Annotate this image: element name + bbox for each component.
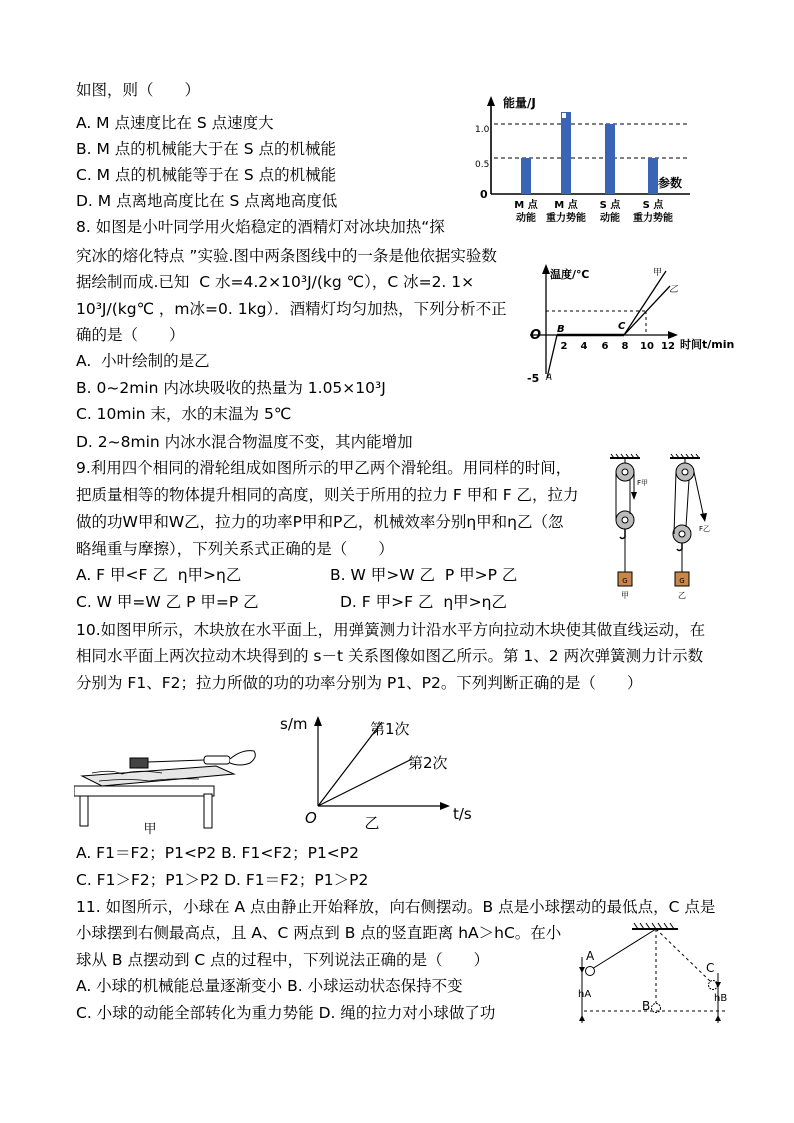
pendulum-figure [570, 915, 732, 1030]
q10-line-2: 相同水平面上两次拉动木块得到的 s－t 关系图像如图乙所示。第 1、2 两次弹簧测力计示数 [76, 647, 704, 665]
tick-1: 1.0 [475, 125, 490, 135]
q7-option-b: B. M 点的机械能大于在 S 点的机械能 [76, 140, 336, 158]
temp-x-tick-6: 6 [601, 341, 609, 352]
cat-3-line2: 动能 [600, 213, 620, 224]
chart-y-arrow [487, 96, 495, 106]
rope-yi-1 [674, 472, 676, 534]
point-a: A [546, 373, 553, 383]
table-edge [74, 786, 214, 796]
temp-x-tick-2: 2 [560, 341, 568, 352]
label-first: 第1次 [370, 720, 410, 738]
q9-option-a: A. F 甲<F 乙 η甲>η乙 [76, 566, 242, 584]
q8-line-4: 10³J/(kg℃ ，m冰=0. 1kg）．酒精灯均匀加热，下列分析不正 [76, 300, 507, 318]
q10-line-1: 10.如图甲所示，木块放在水平面上，用弹簧测力计沿水平方向拉动木块使其做直线运动，在 [76, 621, 706, 639]
st-xlabel: t/s [453, 805, 472, 823]
wood-block [130, 758, 148, 768]
hb-arrow-bottom [715, 1015, 721, 1021]
st-y-arrow [314, 716, 322, 726]
force-arrow-yi [700, 513, 707, 522]
q8-option-b: B. 0~2min 内冰块吸收的热量为 1.05×10³J [76, 379, 386, 397]
cat-4-line2: 重力势能 [633, 213, 673, 224]
q9-line-1: 9.利用四个相同的滑轮组成如图所示的甲乙两个滑轮组。用同样的时间， [76, 459, 572, 477]
temp-x-tick-12: 12 [661, 341, 675, 352]
q11-line-4: A. 小球的机械能总量逐渐变小 B. 小球运动状态保持不变 [76, 977, 463, 995]
q9-line-2: 把质量相等的物体提升相同的高度，则关于所用的拉力 F 甲和 F 乙，拉力 [76, 486, 579, 504]
spring-scale [204, 756, 230, 764]
temp-ylabel: 温度/℃ [550, 268, 590, 281]
q9-option-d: D. F 甲>F 乙 η甲>η乙 [340, 593, 507, 611]
temp-x-tick-10: 10 [640, 341, 654, 352]
label-second: 第2次 [408, 754, 448, 772]
q11-line-2: 小球摆到右侧最高点，且 A、C 两点到 B 点的竖直距离 hA＞hC。在小 [76, 924, 562, 942]
caption-jia-10: 甲 [143, 822, 157, 836]
q8-option-a: A. 小叶绘制的是乙 [76, 352, 210, 370]
pendulum-string-c [656, 929, 710, 981]
rope-yi-3 [694, 472, 704, 518]
st-x-arrow [440, 802, 450, 810]
point-b: B [557, 324, 565, 335]
st-ylabel: s/m [280, 715, 308, 733]
q8-line-3: 据绘制而成.已知 C 水=4.2×10³J/(kg ℃），C 冰=2. 1× [76, 273, 475, 291]
table-spring-figure [74, 746, 264, 836]
cat-4-line1: S 点 [642, 200, 664, 211]
label-c: C [706, 961, 715, 975]
axle-jia [622, 469, 628, 475]
q7-intro: 如图，则（ ） [76, 81, 201, 99]
q10-option-cd: C. F1＞F2；P1＞P2 D. F1＝F2；P1＞P2 [76, 871, 369, 889]
bar-m-potential-notch [562, 113, 566, 118]
label-jia: 甲 [653, 268, 663, 278]
axle-jia-2 [622, 517, 628, 523]
caption-yi: 乙 [678, 591, 686, 600]
st-origin: O [305, 809, 317, 827]
q8-option-c: C. 10min 末，水的末温为 5℃ [76, 405, 292, 423]
temperature-graph [520, 262, 740, 387]
pull-string [148, 760, 204, 762]
tick-0: 0 [480, 188, 488, 201]
q7-option-a: A. M 点速度比在 S 点速度大 [76, 114, 274, 132]
table-leg-right [204, 794, 212, 828]
force-arrow-jia [631, 492, 637, 500]
point-c: C [618, 321, 626, 332]
bar-s-kinetic [605, 124, 615, 194]
q10-line-3: 分别为 F1、F2；拉力所做的功的功率分别为 P1、P2。下列判断正确的是（ ） [76, 674, 643, 692]
q9-line-3: 做的功W甲和W乙，拉力的功率P甲和P乙，机械效率分别η甲和η乙（忽 [76, 513, 564, 531]
cat-3-line1: S 点 [599, 200, 621, 211]
hand [230, 751, 255, 765]
curve-jia [624, 271, 666, 335]
q7-option-d: D. M 点离地高度比在 S 点离地高度低 [76, 192, 338, 210]
q9-option-b: B. W 甲>W 乙 P 甲>P 乙 [330, 566, 518, 584]
label-yi: 乙 [669, 285, 679, 295]
label-f-yi: F乙 [699, 525, 711, 533]
rope-yi-2 [686, 480, 689, 527]
energy-bar-chart [470, 92, 700, 227]
hook-yi [677, 543, 682, 551]
temp-y-neg5: -5 [527, 372, 540, 385]
q11-line-5: C. 小球的动能全部转化为重力势能 D. 绳的拉力对小球做了功 [76, 1004, 496, 1022]
temp-x-tick-8: 8 [621, 341, 629, 352]
weight-label-yi: G [679, 577, 685, 585]
q8-option-d: D. 2~8min 内冰水混合物温度不变，其内能增加 [76, 433, 413, 451]
label-f-jia: F甲 [637, 479, 649, 487]
label-a: A [586, 949, 595, 963]
q10-option-ab: A. F1＝F2；P1<P2 B. F1<F2；P1<P2 [76, 844, 360, 862]
label-hb: hB [714, 993, 728, 1004]
q7-option-c: C. M 点的机械能等于在 S 点的机械能 [76, 166, 337, 184]
q9-option-c: C. W 甲=W 乙 P 甲=P 乙 [76, 593, 259, 611]
q9-line-4: 略绳重与摩擦），下列关系式正确的是（ ） [76, 540, 394, 558]
pendulum-string-a [592, 929, 656, 969]
temp-rise-line [547, 335, 557, 378]
bar-s-potential [648, 158, 658, 194]
table-leg-left [80, 796, 88, 826]
bar-m-potential [561, 112, 571, 194]
q8-line-2: 究冰的熔化特点 ”实验.图中两条图线中的一条是他依据实验数 [76, 247, 497, 265]
chart-ylabel: 能量/J [503, 96, 536, 110]
q11-line-3: 球从 B 点摆动到 C 点的过程中，下列说法正确的是（ ） [76, 951, 490, 969]
caption-jia: 甲 [621, 591, 629, 600]
ha-arrow-bottom [579, 1015, 585, 1021]
temp-x-arrow [668, 331, 678, 339]
label-b: B [642, 999, 651, 1013]
q8-line-1: 8. 如图是小叶同学用火焰稳定的酒精灯对冰块加热“探 [76, 218, 445, 236]
pulley-figure [596, 452, 714, 602]
temp-xlabel: 时间t/min [680, 338, 735, 351]
hook-jia [620, 529, 625, 539]
q11-line-1: 11. 如图所示，小球在 A 点由静止开始释放，向右侧摆动。B 点是小球摆动的最低点，C 点是 [76, 898, 716, 916]
cat-2-line2: 重力势能 [546, 213, 586, 224]
temp-x-tick-4: 4 [580, 341, 588, 352]
label-ha: hA [578, 989, 592, 1000]
caption-yi-10: 乙 [364, 814, 380, 830]
cat-1-line1: M 点 [514, 200, 538, 211]
ha-arrow-top [579, 967, 585, 973]
weight-label-jia: G [622, 577, 628, 585]
ball-a [586, 967, 595, 976]
bar-m-kinetic [521, 158, 531, 194]
temp-y-arrow [542, 264, 550, 274]
table-top [82, 766, 234, 786]
tick-05: 0.5 [475, 160, 490, 170]
cat-2-line1: M 点 [554, 200, 578, 211]
st-graph [280, 712, 480, 830]
axle-yi-2 [679, 531, 685, 537]
chart-param-label: 参数 [658, 176, 683, 190]
temp-origin: O [530, 328, 542, 343]
cat-1-line2: 动能 [516, 213, 536, 224]
line-second [318, 759, 412, 806]
q8-line-5: 确的是（ ） [76, 326, 185, 344]
axle-yi [682, 469, 688, 475]
ball-c [709, 981, 718, 990]
